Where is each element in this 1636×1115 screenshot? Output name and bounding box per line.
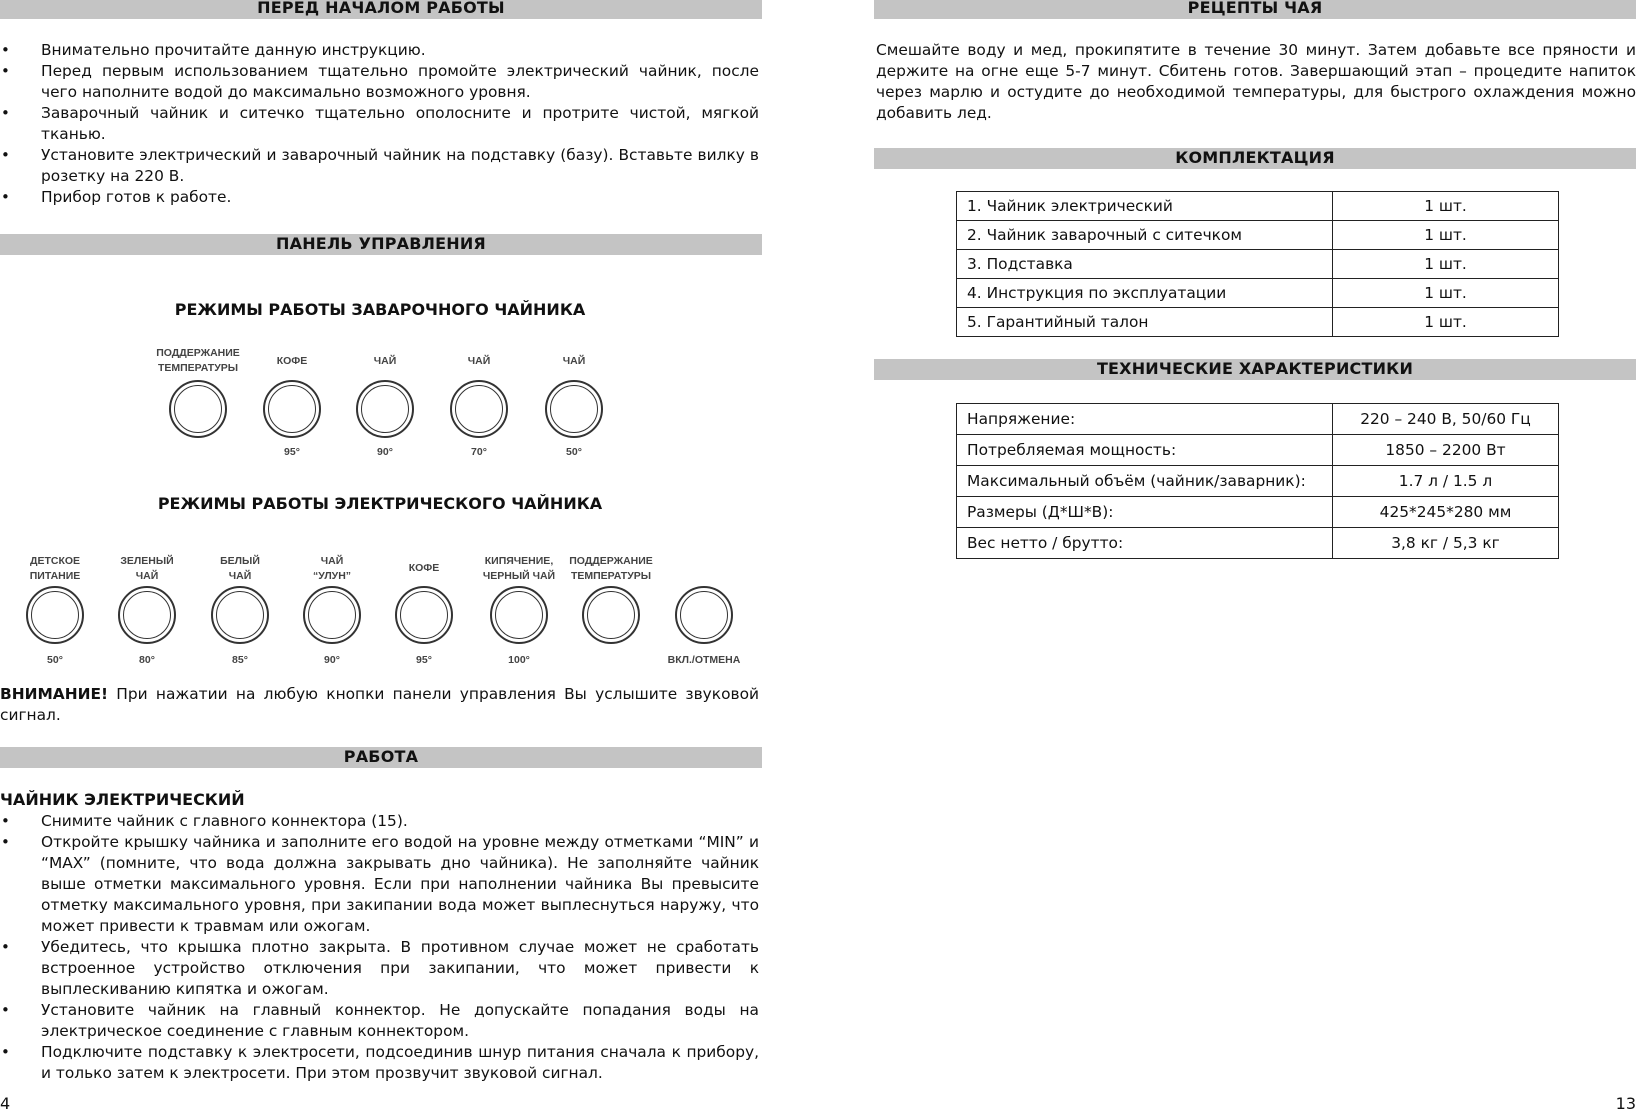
table-row (957, 308, 1559, 337)
table-cell: Размеры (Д*Ш*В): (957, 497, 1333, 528)
button-label: ПОДДЕРЖАНИЕ ТЕМПЕРАТУРЫ (156, 347, 240, 374)
table-cell: 5. Гарантийный талон (957, 308, 1333, 337)
section-header-recipes: РЕЦЕПТЫ ЧАЯ (874, 0, 1636, 19)
table-row (957, 192, 1559, 221)
button-temp: 50° (47, 654, 63, 666)
button-label: КОФЕ (276, 355, 308, 367)
list-item: • Внимательно прочитайте данную инструкцию. (0, 40, 759, 61)
button-temp: ВКЛ./ОТМЕНА (667, 654, 741, 666)
page-number: 4 (0, 1094, 11, 1113)
table-cell: Потребляемая мощность: (957, 435, 1333, 466)
round-button-icon[interactable] (582, 586, 640, 644)
button-label: ЧАЙ (467, 355, 491, 367)
section-header-package: КОМПЛЕКТАЦИЯ (874, 148, 1636, 169)
table-cell: 1 шт. (1333, 192, 1559, 221)
list-item: • Подключите подставку к электросети, подсоединив шнур питания сначала к прибору, и только затем к электросети. При этом прозвучит звуковой сигнал. (0, 1042, 759, 1084)
round-button-icon[interactable] (450, 380, 508, 438)
table-row (957, 250, 1559, 279)
button-temp: 80° (139, 654, 155, 666)
list-item: • Установите чайник на главный коннектор. Не допускайте попадания воды на электрическое соединение с главным коннектором. (0, 1000, 759, 1042)
table-cell: 3,8 кг / 5,3 кг (1333, 528, 1559, 559)
table-row (957, 404, 1559, 435)
table-cell: 1.7 л / 1.5 л (1333, 466, 1559, 497)
table-cell: 1 шт. (1333, 279, 1559, 308)
table-cell: 1 шт. (1333, 308, 1559, 337)
table-row (957, 279, 1559, 308)
recipe-paragraph: Смешайте воду и мед, прокипятите в течение 30 минут. Затем добавьте все пряности и держите на огне еще 5-7 минут. Сбитень готов. Завершающий этап – процедите напиток через марлю и остудите до необходимой температуры, для быстрого охлаждения можно добавить лед. (876, 41, 1636, 122)
table-cell: Максимальный объём (чайник/заварник): (957, 466, 1333, 497)
round-button-icon[interactable] (26, 586, 84, 644)
table-cell: 425*245*280 мм (1333, 497, 1559, 528)
button-label: БЕЛЫЙ ЧАЙ (220, 555, 260, 582)
button-temp: 90° (377, 446, 393, 458)
button-temp: 100° (508, 654, 530, 666)
table-cell: 1. Чайник электрический (957, 192, 1333, 221)
table-cell: 2. Чайник заварочный с ситечком (957, 221, 1333, 250)
package-table (956, 191, 1559, 337)
round-button-icon[interactable] (303, 586, 361, 644)
button-temp: 85° (232, 654, 248, 666)
kettle-control-panel (0, 552, 762, 672)
button-label: КИПЯЧЕНИЕ, ЧЕРНЫЙ ЧАЙ (482, 555, 556, 582)
button-label: КОФЕ (408, 562, 440, 574)
list-item: • Откройте крышку чайника и заполните его водой на уровне между отметками “MIN” и “MAX” (помните, что вода должна закрывать дно чайника). Не заполняйте чайник выше отметки максимального уровня. Если при наполнении чайника Вы превысите отметку максимального уровня, при закипании вода может выплеснуться наружу, что может привести к травмам или ожогам. (0, 832, 759, 937)
teapot-modes-title: РЕЖИМЫ РАБОТЫ ЗАВАРОЧНОГО ЧАЙНИКА (174, 300, 586, 319)
button-temp: 70° (471, 446, 487, 458)
warning-label: ВНИМАНИЕ! (0, 685, 109, 703)
round-button-icon[interactable] (118, 586, 176, 644)
round-button-icon[interactable] (169, 380, 227, 438)
table-row (957, 221, 1559, 250)
button-temp: 95° (284, 446, 300, 458)
round-button-icon[interactable] (356, 380, 414, 438)
table-cell: Вес нетто / брутто: (957, 528, 1333, 559)
button-label: ДЕТСКОЕ ПИТАНИЕ (29, 555, 81, 582)
list-item: • Прибор готов к работе. (0, 187, 759, 208)
before-start-list (0, 40, 759, 208)
table-cell: 1 шт. (1333, 221, 1559, 250)
round-button-icon[interactable] (675, 586, 733, 644)
specs-table (956, 403, 1559, 559)
table-cell: 4. Инструкция по эксплуатации (957, 279, 1333, 308)
operation-subtitle: ЧАЙНИК ЭЛЕКТРИЧЕСКИЙ (0, 790, 245, 809)
round-button-icon[interactable] (490, 586, 548, 644)
table-row (957, 435, 1559, 466)
page-number: 13 (1615, 1094, 1636, 1113)
operation-list (0, 811, 759, 1084)
warning-text: При нажатии на любую кнопки панели управления Вы услышите звуковой сигнал. (0, 685, 759, 724)
table-cell: 3. Подставка (957, 250, 1333, 279)
list-item: • Снимите чайник с главного коннектора (15). (0, 811, 759, 832)
list-item: • Заварочный чайник и ситечко тщательно ополосните и протрите чистой, мягкой тканью. (0, 103, 759, 145)
section-header-control-panel: ПАНЕЛЬ УПРАВЛЕНИЯ (0, 234, 762, 255)
button-temp: 50° (566, 446, 582, 458)
round-button-icon[interactable] (263, 380, 321, 438)
table-cell: 220 – 240 В, 50/60 Гц (1333, 404, 1559, 435)
round-button-icon[interactable] (545, 380, 603, 438)
button-label: ЧАЙ (562, 355, 586, 367)
section-header-specs: ТЕХНИЧЕСКИЕ ХАРАКТЕРИСТИКИ (874, 359, 1636, 380)
list-item: • Перед первым использованием тщательно промойте электрический чайник, после чего наполните водой до максимально возможного уровня. (0, 61, 759, 103)
button-label: ЧАЙ “УЛУН” (312, 555, 352, 582)
round-button-icon[interactable] (395, 586, 453, 644)
table-cell: 1 шт. (1333, 250, 1559, 279)
table-cell: Напряжение: (957, 404, 1333, 435)
section-header-before-start: ПЕРЕД НАЧАЛОМ РАБОТЫ (0, 0, 762, 19)
button-label: ПОДДЕРЖАНИЕ ТЕМПЕРАТУРЫ (569, 555, 653, 582)
list-item: • Установите электрический и заварочный чайник на подставку (базу). Вставьте вилку в розетку на 220 В. (0, 145, 759, 187)
button-temp: 90° (324, 654, 340, 666)
section-header-operation: РАБОТА (0, 747, 762, 768)
list-item: • Убедитесь, что крышка плотно закрыта. В противном случае может не сработать встроенное устройство отключения при закипании, что может привести к выплескиванию кипятка и ожогам. (0, 937, 759, 1000)
button-temp: 95° (416, 654, 432, 666)
button-label: ЧАЙ (373, 355, 397, 367)
teapot-control-panel (0, 340, 762, 470)
kettle-modes-title: РЕЖИМЫ РАБОТЫ ЭЛЕКТРИЧЕСКОГО ЧАЙНИКА (157, 494, 603, 513)
table-row (957, 497, 1559, 528)
table-row (957, 466, 1559, 497)
round-button-icon[interactable] (211, 586, 269, 644)
button-label: ЗЕЛЕНЫЙ ЧАЙ (120, 555, 174, 582)
warning-paragraph (0, 684, 759, 726)
table-row (957, 528, 1559, 559)
table-cell: 1850 – 2200 Вт (1333, 435, 1559, 466)
